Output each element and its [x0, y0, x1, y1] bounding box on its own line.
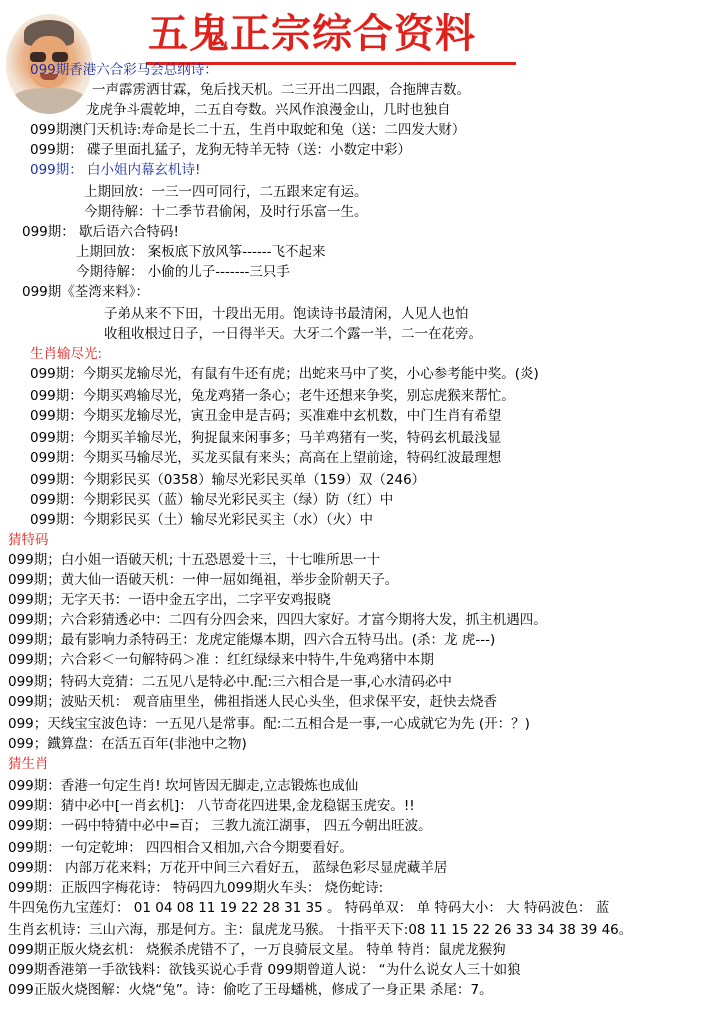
text-line: 099期；波贴天机： 观音庙里坐，佛祖指迷人民心头坐，但求保平安，赶快去烧香 — [8, 694, 498, 710]
text-line: 099期：一码中特猜中必中=百； 三教九流江湖事， 四五今朝出旺波。 — [8, 818, 432, 834]
text-line: 099期：正版四字梅花诗： 特码四九099期火车头： 烧伤蛇诗: — [8, 880, 384, 896]
text-line: 099期澳门天机诗:寿命是长二十五，生肖中取蛇和兔（送：二四发大财） — [30, 122, 466, 138]
text-line: 099期：今期买羊输尽光，狗捉鼠来闲事多；马羊鸡猪有一奖，特码玄机最浅显 — [30, 430, 502, 446]
text-line: 生肖玄机诗：三山六海，那是何方。主：鼠虎龙马猴。 十指平天下:08 11 15 22 26 33 34 38 39 46。 — [8, 922, 633, 938]
text-line: 099期：猜中必中[一肖玄机]： 八节奇花四进果,金龙稳锯玉虎安。!! — [8, 798, 415, 814]
text-line: 099；鐡算盘：在活五百年(非池中之物) — [8, 736, 247, 752]
text-line: 099期： 白小姐内幕玄机诗! — [30, 162, 201, 178]
text-line: 099期；黄大仙一语破天机：一伸一屈如绳祖，举步金阶朝天子。 — [8, 572, 399, 588]
text-line: 099期《荃湾来料》： — [22, 284, 150, 300]
text-line: 099期：今期买鸡输尽光，兔龙鸡猪一条心；老牛还想来争奖，别忘虎猴来帮忙。 — [30, 388, 515, 404]
text-line: 099期香港六合彩马会总纲诗： — [30, 62, 218, 78]
avatar-shirt — [12, 88, 86, 114]
text-line: 生肖输尽光: — [30, 346, 103, 362]
text-line: 099期；特码大竞猜：二五见八是特必中.配:三六相合是一事,心水清码必中 — [8, 674, 452, 690]
text-line: 今期待解：十二季节君偷闲，及时行乐富一生。 — [84, 204, 368, 220]
text-line: 猜生肖 — [8, 756, 49, 772]
text-line: 子弟从来不下田，十段出无用。饱读诗书最清闲，人见人也怕 — [104, 306, 469, 322]
text-line: 099期；白小姐一语破天机; 十五恐恩爱十三，十七唯所思一十 — [8, 552, 381, 568]
text-line: 099期：今期买龙输尽光，寅丑金申是吉码；买准难中玄机数，中门生肖有希望 — [30, 408, 502, 424]
text-line: 牛四兔伤九宝莲灯： 01 04 08 11 19 22 28 31 35 。 特码单双： 单 特码大小： 大 特码波色： 蓝 — [8, 900, 610, 916]
text-line: 099期；无字天书：一语中金五字出，二字平安鸡报晓 — [8, 592, 331, 608]
text-line: 099正版火烧图解：火烧“兔”。诗：偷吃了王母蟠桃，修成了一身正果 杀尾：7。 — [8, 982, 493, 998]
text-line: 099期香港第一手欲钱料：欲钱买说心手背 099期曾道人说： “为什么说女人三十如狼 — [8, 962, 521, 978]
text-line: 上期回放： 案板底下放风筝------飞不起来 — [76, 244, 326, 260]
text-line: 099期正版火烧玄机： 烧猴杀虎错不了，一万良骑辰文星。 特单 特肖：鼠虎龙猴狗 — [8, 942, 506, 958]
text-line: 099期：一句定乾坤： 四四相合又相加,六合今期要看好。 — [8, 840, 353, 856]
text-line: 099期；六合彩猜透必中：二四有分四会来，四四大家好。才富今期将大发，抓主机遇四。 — [8, 612, 547, 628]
text-line: 今期待解： 小偷的儿子-------三只手 — [76, 264, 290, 280]
page-title: 五鬼正宗综合资料 — [148, 10, 476, 57]
text-line: 099期：今期彩民买（0358）输尽光彩民买单（159）双（246） — [30, 472, 426, 488]
text-line: 099期：香港一句定生肖! 坎坷皆因无脚走,立志锻炼也成仙 — [8, 778, 359, 794]
text-line: 099期： 内部万花来料；万花开中间三六看好五， 蓝绿色彩尽显虎藏羊居 — [8, 860, 448, 876]
text-line: 099；天线宝宝波色诗：一五见八是常事。配:二五相合是一事,一心成就它为先 (开：？) — [8, 716, 530, 732]
text-line: 099期；最有影响力杀特码王：龙虎定能爆本期，四六合五特马出。(杀：龙 虎---) — [8, 632, 496, 648]
text-line: 一声霹雳洒甘霖，兔后找天机。二三开出二四跟，合拖牌吉数。 — [92, 82, 470, 98]
text-line: 099期：今期彩民买（蓝）输尽光彩民买主（绿）防（红）中 — [30, 492, 394, 508]
text-line: 猜特码 — [8, 532, 49, 548]
text-line: 龙虎争斗震乾坤，二五自夸数。兴风作浪漫金山，几时也独自 — [86, 102, 451, 118]
text-line: 099期：今期买马输尽光，买龙买鼠有来头；高高在上望前途，特码红波最理想 — [30, 450, 502, 466]
text-line: 099期： 歇后语六合特码! — [22, 224, 179, 240]
text-line: 099期；六合彩＜一句解特码＞准 ：红红绿绿来中特牛,牛兔鸡猪中本期 — [8, 652, 434, 668]
text-line: 上期回放：一三一四可同行，二五跟来定有运。 — [84, 184, 368, 200]
text-line: 099期： 碟子里面扎猛子，龙狗无特羊无特（送：小数定中彩） — [30, 142, 412, 158]
text-line: 收租收根过日子，一日得半天。大牙二个露一半，二一在花旁。 — [104, 326, 482, 342]
text-line: 099期：今期买龙输尽光，有鼠有牛还有虎；出蛇来马中了奖，小心参考能中奖。(炎) — [30, 366, 539, 382]
text-line: 099期：今期彩民买（土）输尽光彩民买主（水）（火）中 — [30, 512, 374, 528]
